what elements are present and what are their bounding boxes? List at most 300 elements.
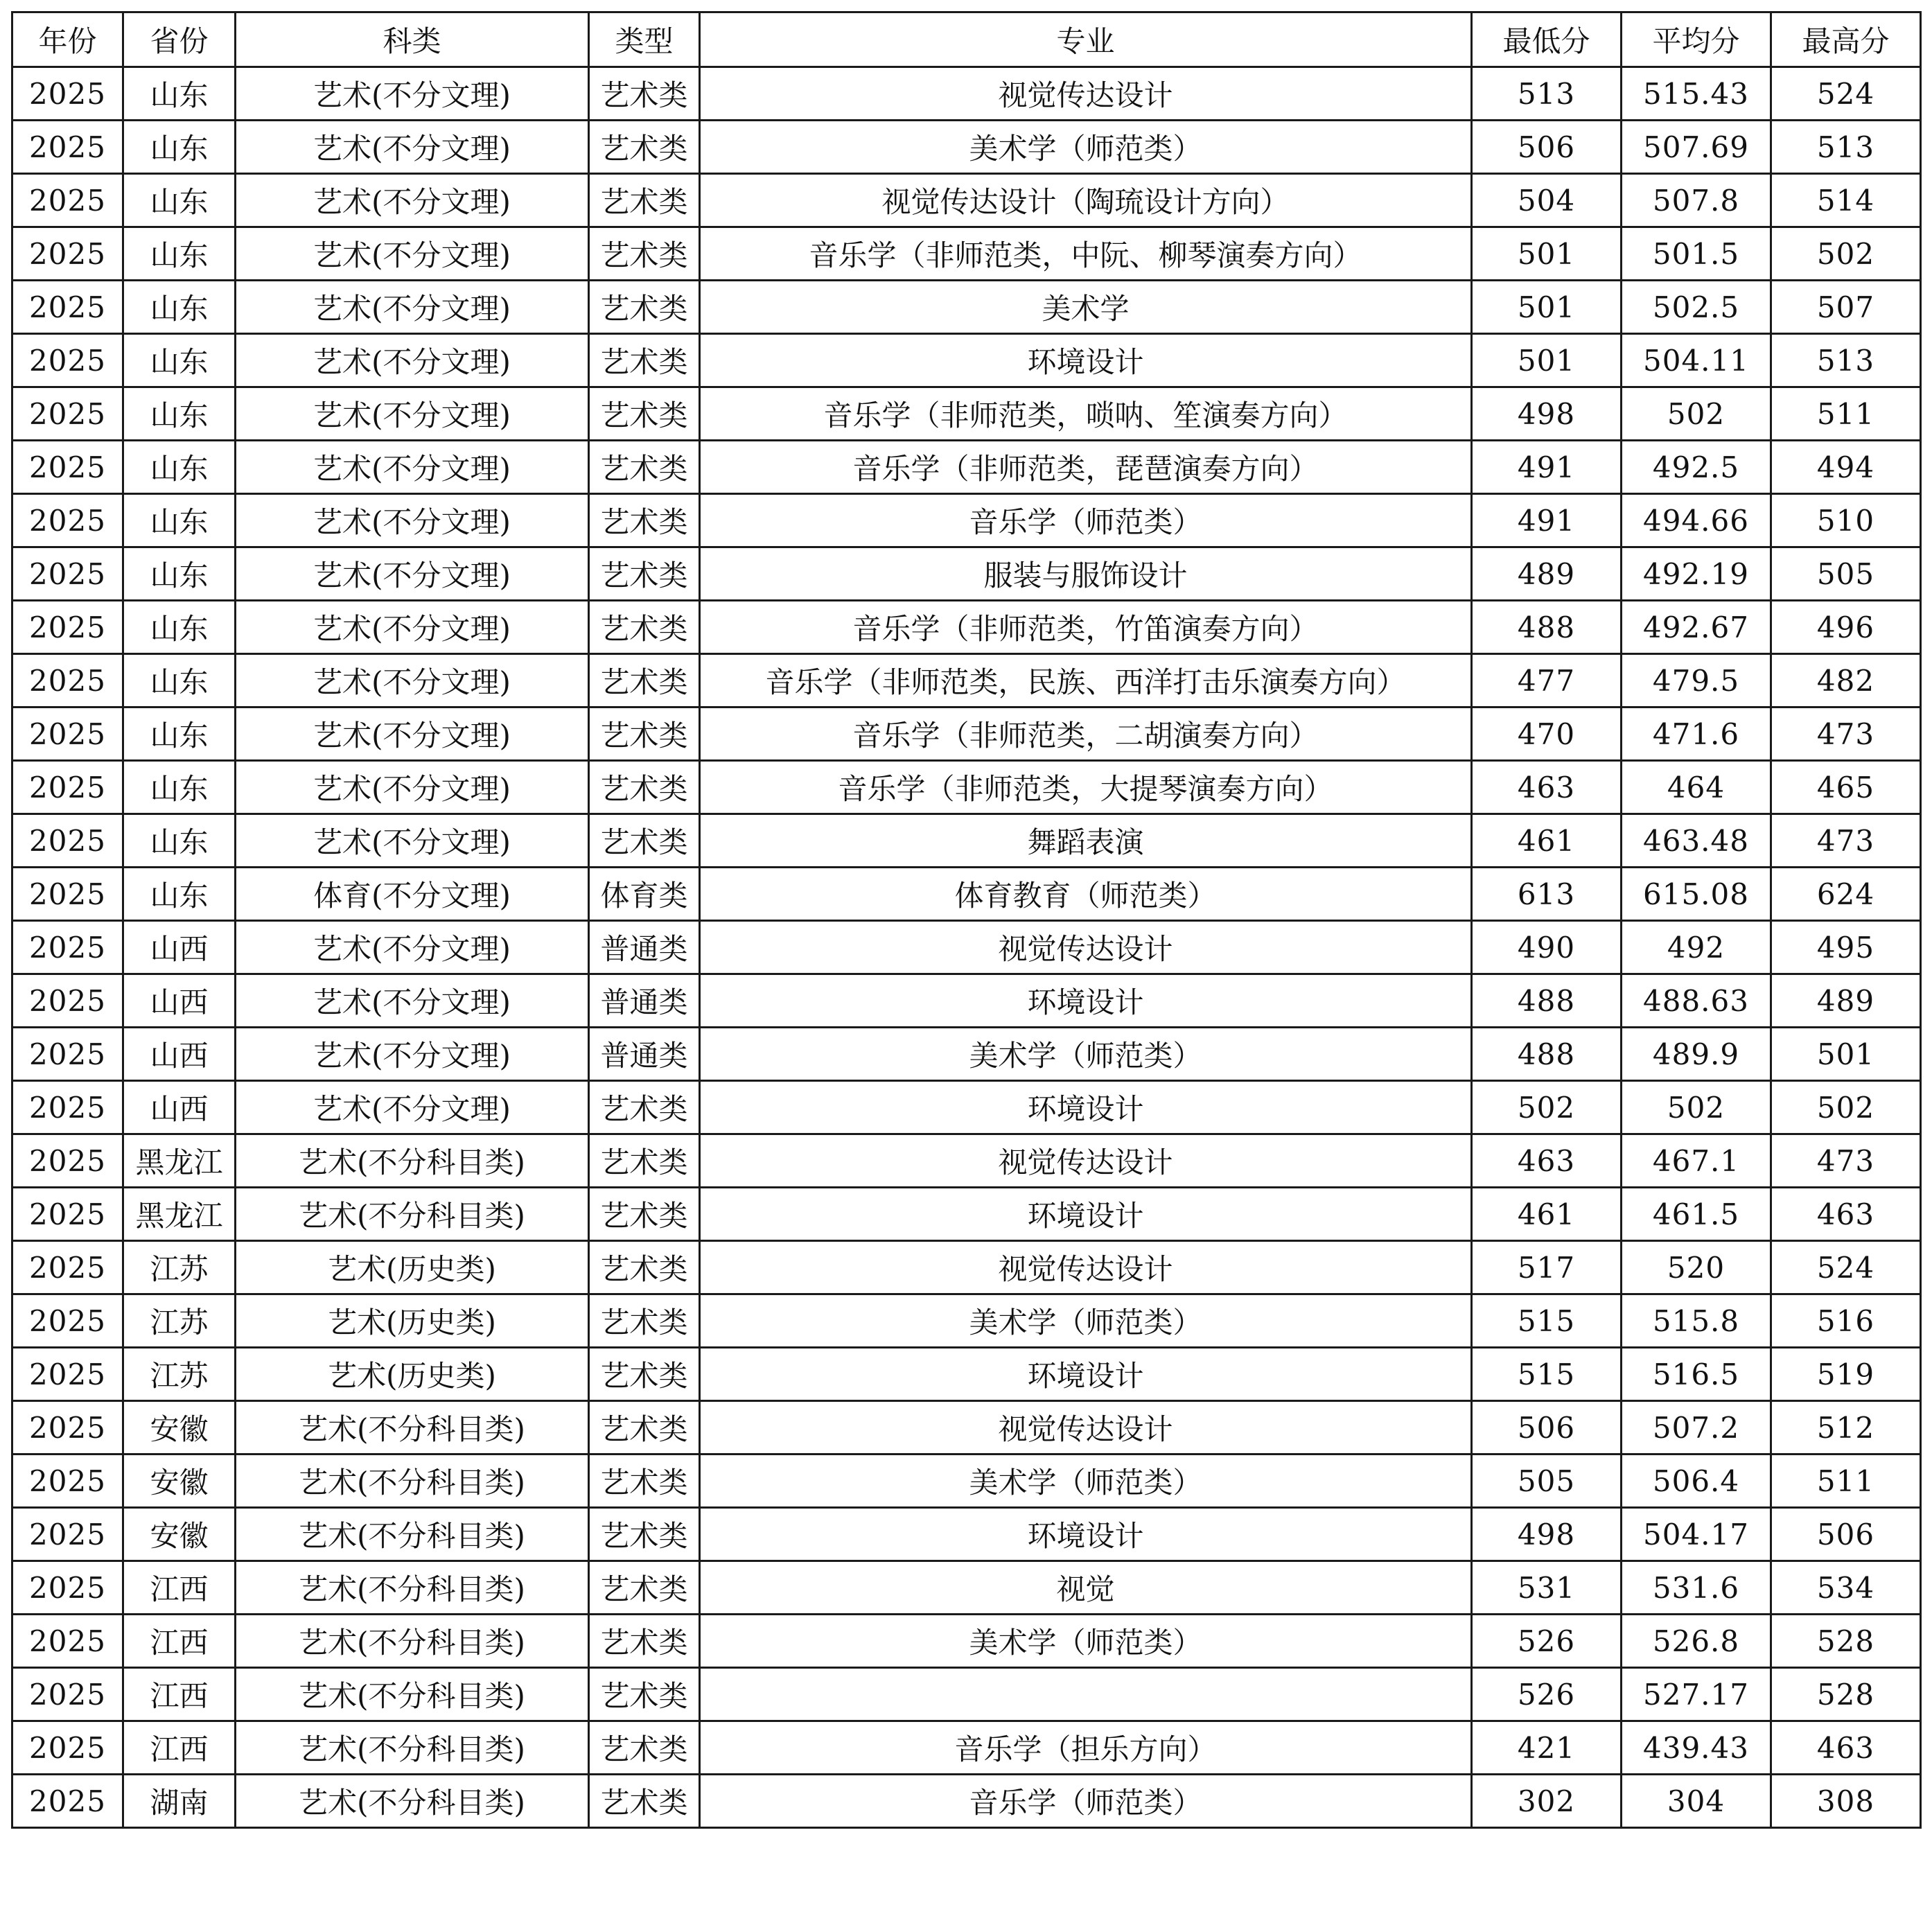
avg-score-cell: 439.43	[1622, 1721, 1771, 1775]
avg-score-cell: 492.19	[1622, 547, 1771, 601]
province-cell: 安徽	[123, 1401, 236, 1455]
min-score-cell: 498	[1472, 1508, 1622, 1561]
subject-category-cell: 艺术(不分文理)	[236, 708, 589, 761]
year-cell: 2025	[12, 494, 123, 547]
min-score-cell: 526	[1472, 1668, 1622, 1721]
province-cell: 山东	[123, 121, 236, 174]
avg-score-cell: 504.17	[1622, 1508, 1771, 1561]
type-cell: 艺术类	[589, 708, 700, 761]
max-score-cell: 512	[1771, 1401, 1921, 1455]
major-cell: 舞蹈表演	[700, 814, 1472, 868]
year-cell: 2025	[12, 708, 123, 761]
min-score-cell: 463	[1472, 761, 1622, 814]
subject-category-cell: 艺术(不分文理)	[236, 1081, 589, 1134]
table-row	[12, 1401, 1921, 1455]
province-cell: 山东	[123, 654, 236, 708]
max-score-cell: 473	[1771, 708, 1921, 761]
max-score-cell: 482	[1771, 654, 1921, 708]
type-cell: 艺术类	[589, 1401, 700, 1455]
min-score-cell: 461	[1472, 1188, 1622, 1241]
header-row	[12, 12, 1921, 67]
type-cell: 普通类	[589, 974, 700, 1028]
table-row	[12, 1028, 1921, 1081]
type-cell: 艺术类	[589, 67, 700, 121]
type-cell: 艺术类	[589, 1134, 700, 1188]
province-cell: 山东	[123, 281, 236, 334]
table-row	[12, 1241, 1921, 1294]
max-score-cell: 465	[1771, 761, 1921, 814]
min-score-cell: 488	[1472, 1028, 1622, 1081]
province-cell: 安徽	[123, 1455, 236, 1508]
avg-score-cell: 507.69	[1622, 121, 1771, 174]
header-avg-score: 平均分	[1622, 12, 1771, 67]
subject-category-cell: 艺术(不分文理)	[236, 974, 589, 1028]
province-cell: 山东	[123, 868, 236, 921]
min-score-cell: 513	[1472, 67, 1622, 121]
table-row	[12, 227, 1921, 281]
year-cell: 2025	[12, 121, 123, 174]
subject-category-cell: 艺术(不分科目类)	[236, 1455, 589, 1508]
major-cell: 美术学（师范类）	[700, 1028, 1472, 1081]
year-cell: 2025	[12, 1028, 123, 1081]
subject-category-cell: 艺术(不分文理)	[236, 281, 589, 334]
table-row	[12, 601, 1921, 654]
year-cell: 2025	[12, 174, 123, 227]
major-cell: 音乐学（非师范类，竹笛演奏方向）	[700, 601, 1472, 654]
table-row	[12, 121, 1921, 174]
header-min-score: 最低分	[1472, 12, 1622, 67]
avg-score-cell: 501.5	[1622, 227, 1771, 281]
type-cell: 艺术类	[589, 601, 700, 654]
avg-score-cell: 463.48	[1622, 814, 1771, 868]
max-score-cell: 510	[1771, 494, 1921, 547]
subject-category-cell: 艺术(不分科目类)	[236, 1561, 589, 1615]
type-cell: 艺术类	[589, 227, 700, 281]
year-cell: 2025	[12, 601, 123, 654]
province-cell: 山东	[123, 334, 236, 387]
type-cell: 艺术类	[589, 494, 700, 547]
major-cell: 音乐学（师范类）	[700, 494, 1472, 547]
major-cell: 环境设计	[700, 1081, 1472, 1134]
subject-category-cell: 艺术(不分科目类)	[236, 1134, 589, 1188]
table-body	[12, 67, 1921, 1828]
major-cell: 环境设计	[700, 974, 1472, 1028]
subject-category-cell: 艺术(历史类)	[236, 1241, 589, 1294]
major-cell: 美术学（师范类）	[700, 1455, 1472, 1508]
subject-category-cell: 艺术(不分科目类)	[236, 1401, 589, 1455]
major-cell: 音乐学（师范类）	[700, 1775, 1472, 1828]
type-cell: 艺术类	[589, 174, 700, 227]
avg-score-cell: 471.6	[1622, 708, 1771, 761]
province-cell: 山东	[123, 494, 236, 547]
avg-score-cell: 502	[1622, 387, 1771, 441]
type-cell: 艺术类	[589, 1775, 700, 1828]
avg-score-cell: 515.8	[1622, 1294, 1771, 1348]
table-row	[12, 974, 1921, 1028]
table-row	[12, 1455, 1921, 1508]
table-row	[12, 921, 1921, 974]
subject-category-cell: 艺术(不分科目类)	[236, 1188, 589, 1241]
min-score-cell: 488	[1472, 601, 1622, 654]
subject-category-cell: 艺术(不分文理)	[236, 494, 589, 547]
subject-category-cell: 艺术(不分文理)	[236, 547, 589, 601]
type-cell: 艺术类	[589, 1615, 700, 1668]
avg-score-cell: 464	[1622, 761, 1771, 814]
max-score-cell: 514	[1771, 174, 1921, 227]
province-cell: 山西	[123, 1028, 236, 1081]
max-score-cell: 511	[1771, 1455, 1921, 1508]
year-cell: 2025	[12, 1561, 123, 1615]
min-score-cell: 491	[1472, 441, 1622, 494]
table-row	[12, 654, 1921, 708]
major-cell: 环境设计	[700, 1348, 1472, 1401]
major-cell: 服装与服饰设计	[700, 547, 1472, 601]
major-cell: 音乐学（非师范类，民族、西洋打击乐演奏方向）	[700, 654, 1472, 708]
province-cell: 山东	[123, 67, 236, 121]
min-score-cell: 517	[1472, 1241, 1622, 1294]
type-cell: 艺术类	[589, 121, 700, 174]
type-cell: 艺术类	[589, 334, 700, 387]
min-score-cell: 506	[1472, 121, 1622, 174]
type-cell: 体育类	[589, 868, 700, 921]
province-cell: 湖南	[123, 1775, 236, 1828]
subject-category-cell: 艺术(不分科目类)	[236, 1775, 589, 1828]
max-score-cell: 624	[1771, 868, 1921, 921]
min-score-cell: 302	[1472, 1775, 1622, 1828]
avg-score-cell: 492.67	[1622, 601, 1771, 654]
subject-category-cell: 艺术(历史类)	[236, 1294, 589, 1348]
subject-category-cell: 艺术(不分科目类)	[236, 1668, 589, 1721]
max-score-cell: 502	[1771, 1081, 1921, 1134]
max-score-cell: 519	[1771, 1348, 1921, 1401]
table-row	[12, 1615, 1921, 1668]
max-score-cell: 505	[1771, 547, 1921, 601]
table-row	[12, 1348, 1921, 1401]
subject-category-cell: 艺术(不分文理)	[236, 387, 589, 441]
subject-category-cell: 艺术(不分文理)	[236, 654, 589, 708]
subject-category-cell: 艺术(不分文理)	[236, 334, 589, 387]
province-cell: 黑龙江	[123, 1188, 236, 1241]
min-score-cell: 526	[1472, 1615, 1622, 1668]
min-score-cell: 490	[1472, 921, 1622, 974]
min-score-cell: 461	[1472, 814, 1622, 868]
year-cell: 2025	[12, 227, 123, 281]
type-cell: 艺术类	[589, 1081, 700, 1134]
type-cell: 艺术类	[589, 1241, 700, 1294]
subject-category-cell: 艺术(不分文理)	[236, 174, 589, 227]
major-cell: 视觉传达设计	[700, 921, 1472, 974]
table-row	[12, 494, 1921, 547]
year-cell: 2025	[12, 1134, 123, 1188]
major-cell: 美术学（师范类）	[700, 1294, 1472, 1348]
province-cell: 山东	[123, 441, 236, 494]
table-row	[12, 1668, 1921, 1721]
table-row	[12, 1188, 1921, 1241]
avg-score-cell: 507.2	[1622, 1401, 1771, 1455]
type-cell: 普通类	[589, 1028, 700, 1081]
type-cell: 艺术类	[589, 1508, 700, 1561]
type-cell: 艺术类	[589, 547, 700, 601]
table-row	[12, 547, 1921, 601]
major-cell: 环境设计	[700, 1508, 1472, 1561]
table-row	[12, 814, 1921, 868]
subject-category-cell: 艺术(不分文理)	[236, 921, 589, 974]
year-cell: 2025	[12, 814, 123, 868]
avg-score-cell: 515.43	[1622, 67, 1771, 121]
max-score-cell: 513	[1771, 334, 1921, 387]
subject-category-cell: 艺术(不分文理)	[236, 601, 589, 654]
table-row	[12, 1721, 1921, 1775]
table-row	[12, 441, 1921, 494]
major-cell: 视觉传达设计（陶琉设计方向）	[700, 174, 1472, 227]
subject-category-cell: 艺术(不分文理)	[236, 441, 589, 494]
avg-score-cell: 527.17	[1622, 1668, 1771, 1721]
major-cell: 音乐学（非师范类，唢呐、笙演奏方向）	[700, 387, 1472, 441]
table-row	[12, 387, 1921, 441]
year-cell: 2025	[12, 1081, 123, 1134]
type-cell: 艺术类	[589, 654, 700, 708]
type-cell: 艺术类	[589, 281, 700, 334]
avg-score-cell: 531.6	[1622, 1561, 1771, 1615]
table-row	[12, 334, 1921, 387]
avg-score-cell: 492.5	[1622, 441, 1771, 494]
subject-category-cell: 艺术(不分文理)	[236, 1028, 589, 1081]
type-cell: 艺术类	[589, 1188, 700, 1241]
major-cell: 视觉传达设计	[700, 1241, 1472, 1294]
max-score-cell: 528	[1771, 1615, 1921, 1668]
max-score-cell: 495	[1771, 921, 1921, 974]
max-score-cell: 501	[1771, 1028, 1921, 1081]
subject-category-cell: 艺术(不分文理)	[236, 814, 589, 868]
province-cell: 江西	[123, 1561, 236, 1615]
avg-score-cell: 489.9	[1622, 1028, 1771, 1081]
min-score-cell: 501	[1472, 227, 1622, 281]
admission-scores-table	[11, 11, 1922, 1829]
subject-category-cell: 艺术(不分文理)	[236, 227, 589, 281]
min-score-cell: 477	[1472, 654, 1622, 708]
header-subject-category: 科类	[236, 12, 589, 67]
min-score-cell: 531	[1472, 1561, 1622, 1615]
province-cell: 江苏	[123, 1294, 236, 1348]
max-score-cell: 513	[1771, 121, 1921, 174]
province-cell: 山西	[123, 1081, 236, 1134]
subject-category-cell: 艺术(不分科目类)	[236, 1508, 589, 1561]
header-type: 类型	[589, 12, 700, 67]
type-cell: 艺术类	[589, 441, 700, 494]
province-cell: 山西	[123, 974, 236, 1028]
max-score-cell: 528	[1771, 1668, 1921, 1721]
max-score-cell: 489	[1771, 974, 1921, 1028]
province-cell: 江西	[123, 1721, 236, 1775]
table-row	[12, 1134, 1921, 1188]
avg-score-cell: 502	[1622, 1081, 1771, 1134]
year-cell: 2025	[12, 761, 123, 814]
table-row	[12, 174, 1921, 227]
major-cell: 美术学（师范类）	[700, 1615, 1472, 1668]
major-cell	[700, 1668, 1472, 1721]
year-cell: 2025	[12, 1401, 123, 1455]
avg-score-cell: 526.8	[1622, 1615, 1771, 1668]
header-province: 省份	[123, 12, 236, 67]
major-cell: 音乐学（非师范类，大提琴演奏方向）	[700, 761, 1472, 814]
header-major: 专业	[700, 12, 1472, 67]
avg-score-cell: 516.5	[1622, 1348, 1771, 1401]
min-score-cell: 502	[1472, 1081, 1622, 1134]
max-score-cell: 524	[1771, 1241, 1921, 1294]
year-cell: 2025	[12, 387, 123, 441]
min-score-cell: 501	[1472, 281, 1622, 334]
province-cell: 安徽	[123, 1508, 236, 1561]
avg-score-cell: 461.5	[1622, 1188, 1771, 1241]
year-cell: 2025	[12, 1615, 123, 1668]
type-cell: 艺术类	[589, 1348, 700, 1401]
province-cell: 山东	[123, 601, 236, 654]
subject-category-cell: 艺术(不分科目类)	[236, 1615, 589, 1668]
year-cell: 2025	[12, 1668, 123, 1721]
avg-score-cell: 520	[1622, 1241, 1771, 1294]
province-cell: 山西	[123, 921, 236, 974]
year-cell: 2025	[12, 1775, 123, 1828]
table-row	[12, 1561, 1921, 1615]
avg-score-cell: 502.5	[1622, 281, 1771, 334]
year-cell: 2025	[12, 547, 123, 601]
max-score-cell: 473	[1771, 1134, 1921, 1188]
year-cell: 2025	[12, 921, 123, 974]
major-cell: 视觉传达设计	[700, 1134, 1472, 1188]
major-cell: 环境设计	[700, 334, 1472, 387]
year-cell: 2025	[12, 1348, 123, 1401]
avg-score-cell: 492	[1622, 921, 1771, 974]
max-score-cell: 524	[1771, 67, 1921, 121]
table-row	[12, 67, 1921, 121]
max-score-cell: 502	[1771, 227, 1921, 281]
max-score-cell: 308	[1771, 1775, 1921, 1828]
table-row	[12, 1294, 1921, 1348]
max-score-cell: 534	[1771, 1561, 1921, 1615]
min-score-cell: 470	[1472, 708, 1622, 761]
year-cell: 2025	[12, 334, 123, 387]
max-score-cell: 496	[1771, 601, 1921, 654]
max-score-cell: 494	[1771, 441, 1921, 494]
min-score-cell: 505	[1472, 1455, 1622, 1508]
province-cell: 江苏	[123, 1241, 236, 1294]
year-cell: 2025	[12, 868, 123, 921]
avg-score-cell: 615.08	[1622, 868, 1771, 921]
year-cell: 2025	[12, 67, 123, 121]
province-cell: 山东	[123, 814, 236, 868]
avg-score-cell: 479.5	[1622, 654, 1771, 708]
min-score-cell: 463	[1472, 1134, 1622, 1188]
year-cell: 2025	[12, 1294, 123, 1348]
type-cell: 艺术类	[589, 1294, 700, 1348]
year-cell: 2025	[12, 1455, 123, 1508]
min-score-cell: 504	[1472, 174, 1622, 227]
major-cell: 体育教育（师范类）	[700, 868, 1472, 921]
min-score-cell: 491	[1472, 494, 1622, 547]
major-cell: 音乐学（非师范类，中阮、柳琴演奏方向）	[700, 227, 1472, 281]
province-cell: 山东	[123, 174, 236, 227]
type-cell: 艺术类	[589, 1668, 700, 1721]
min-score-cell: 498	[1472, 387, 1622, 441]
province-cell: 山东	[123, 227, 236, 281]
major-cell: 视觉传达设计	[700, 67, 1472, 121]
min-score-cell: 501	[1472, 334, 1622, 387]
year-cell: 2025	[12, 281, 123, 334]
year-cell: 2025	[12, 1188, 123, 1241]
max-score-cell: 506	[1771, 1508, 1921, 1561]
major-cell: 音乐学（非师范类，琵琶演奏方向）	[700, 441, 1472, 494]
table-row	[12, 868, 1921, 921]
type-cell: 艺术类	[589, 1721, 700, 1775]
avg-score-cell: 506.4	[1622, 1455, 1771, 1508]
max-score-cell: 511	[1771, 387, 1921, 441]
major-cell: 环境设计	[700, 1188, 1472, 1241]
year-cell: 2025	[12, 1508, 123, 1561]
header-max-score: 最高分	[1771, 12, 1921, 67]
max-score-cell: 463	[1771, 1721, 1921, 1775]
subject-category-cell: 艺术(历史类)	[236, 1348, 589, 1401]
avg-score-cell: 504.11	[1622, 334, 1771, 387]
province-cell: 山东	[123, 761, 236, 814]
avg-score-cell: 304	[1622, 1775, 1771, 1828]
max-score-cell: 516	[1771, 1294, 1921, 1348]
year-cell: 2025	[12, 441, 123, 494]
type-cell: 艺术类	[589, 387, 700, 441]
avg-score-cell: 494.66	[1622, 494, 1771, 547]
table-row	[12, 1081, 1921, 1134]
table-row	[12, 761, 1921, 814]
major-cell: 音乐学（非师范类，二胡演奏方向）	[700, 708, 1472, 761]
province-cell: 江西	[123, 1615, 236, 1668]
table-row	[12, 281, 1921, 334]
max-score-cell: 463	[1771, 1188, 1921, 1241]
subject-category-cell: 艺术(不分文理)	[236, 67, 589, 121]
type-cell: 艺术类	[589, 761, 700, 814]
min-score-cell: 488	[1472, 974, 1622, 1028]
min-score-cell: 515	[1472, 1348, 1622, 1401]
table-row	[12, 1508, 1921, 1561]
major-cell: 美术学	[700, 281, 1472, 334]
avg-score-cell: 507.8	[1622, 174, 1771, 227]
subject-category-cell: 艺术(不分文理)	[236, 121, 589, 174]
subject-category-cell: 艺术(不分科目类)	[236, 1721, 589, 1775]
major-cell: 视觉	[700, 1561, 1472, 1615]
major-cell: 音乐学（担乐方向）	[700, 1721, 1472, 1775]
max-score-cell: 473	[1771, 814, 1921, 868]
year-cell: 2025	[12, 654, 123, 708]
subject-category-cell: 艺术(不分文理)	[236, 761, 589, 814]
header-year: 年份	[12, 12, 123, 67]
province-cell: 山东	[123, 547, 236, 601]
type-cell: 艺术类	[589, 814, 700, 868]
subject-category-cell: 体育(不分文理)	[236, 868, 589, 921]
year-cell: 2025	[12, 974, 123, 1028]
avg-score-cell: 488.63	[1622, 974, 1771, 1028]
min-score-cell: 515	[1472, 1294, 1622, 1348]
type-cell: 艺术类	[589, 1455, 700, 1508]
table-row	[12, 708, 1921, 761]
year-cell: 2025	[12, 1721, 123, 1775]
major-cell: 视觉传达设计	[700, 1401, 1472, 1455]
min-score-cell: 489	[1472, 547, 1622, 601]
min-score-cell: 613	[1472, 868, 1622, 921]
max-score-cell: 507	[1771, 281, 1921, 334]
min-score-cell: 506	[1472, 1401, 1622, 1455]
province-cell: 山东	[123, 387, 236, 441]
type-cell: 普通类	[589, 921, 700, 974]
province-cell: 山东	[123, 708, 236, 761]
min-score-cell: 421	[1472, 1721, 1622, 1775]
